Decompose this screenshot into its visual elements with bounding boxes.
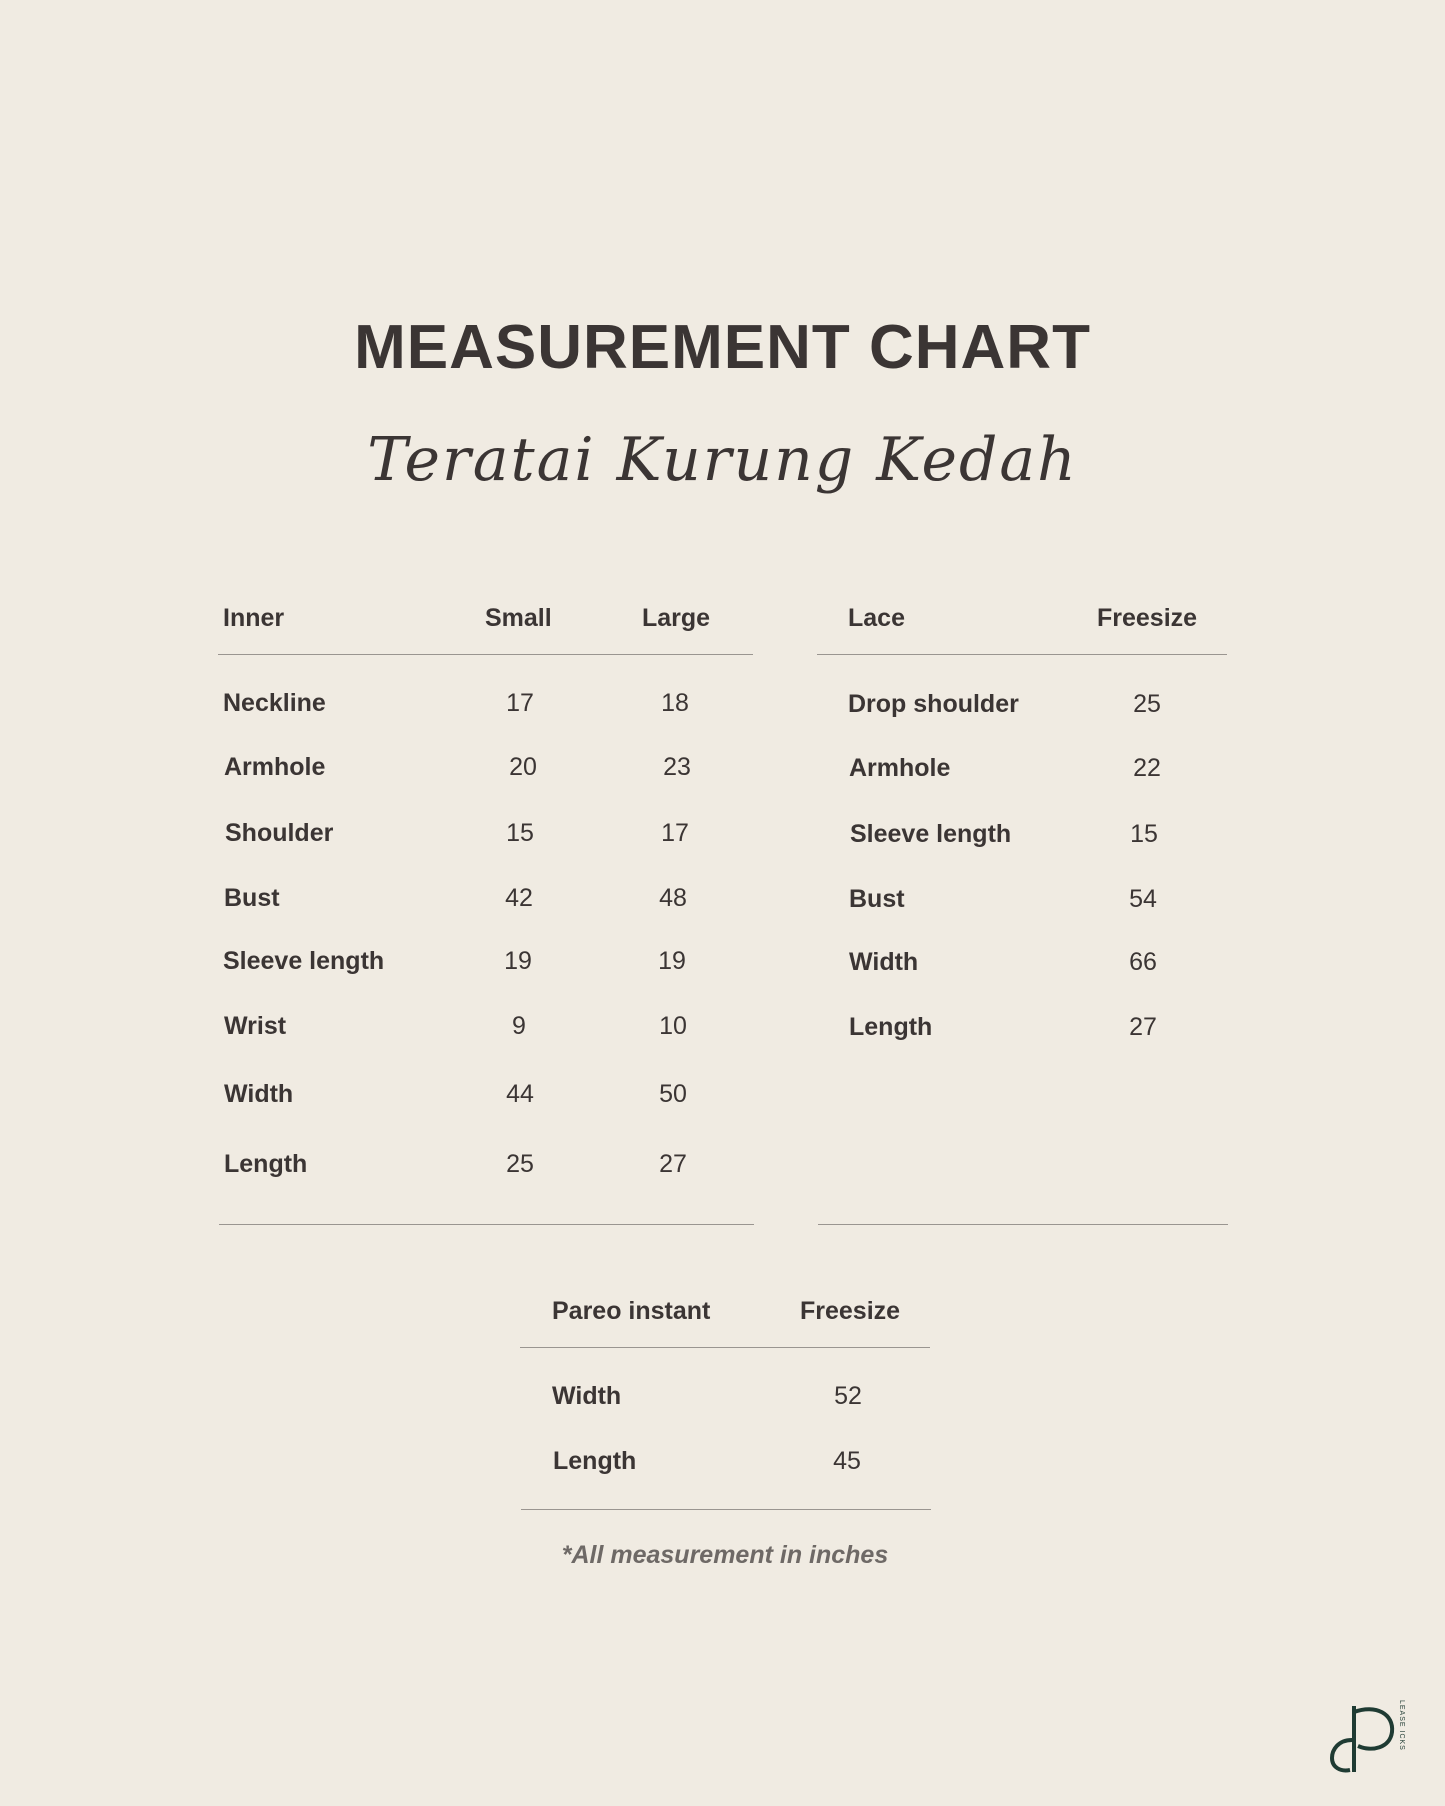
dp-monogram-logo-icon — [1318, 1688, 1408, 1778]
lace-row-freesize: 15 — [1130, 820, 1158, 848]
lace-row-label: Drop shoulder — [848, 690, 1019, 718]
inner-row-small: 19 — [504, 947, 532, 975]
inner-row-small: 20 — [509, 753, 537, 781]
lace-header-label: Lace — [848, 604, 905, 632]
lace-row-freesize: 25 — [1133, 690, 1161, 718]
inner-header-label: Inner — [223, 604, 285, 632]
page-title: MEASUREMENT CHART — [354, 313, 1091, 382]
inner-row-large: 48 — [659, 884, 687, 912]
inner-row-label: Bust — [224, 884, 280, 912]
lace-row-label: Width — [849, 948, 919, 976]
pareo-header-freesize: Freesize — [800, 1297, 901, 1325]
pareo-header-label: Pareo instant — [552, 1297, 711, 1325]
inner-row-label: Sleeve length — [223, 947, 385, 975]
inner-row-label: Shoulder — [225, 819, 334, 847]
pareo-row-label: Width — [552, 1382, 622, 1410]
inner-row-large: 19 — [658, 947, 686, 975]
lace-row-label: Armhole — [849, 754, 951, 782]
lace-row-freesize: 27 — [1129, 1013, 1157, 1041]
inner-row-large: 18 — [661, 689, 689, 717]
inner-footer-rule — [219, 1224, 754, 1225]
inner-row-small: 15 — [506, 819, 534, 847]
inner-row-label: Wrist — [224, 1012, 287, 1040]
pareo-row-freesize: 45 — [833, 1447, 861, 1475]
inner-row-large: 27 — [659, 1150, 687, 1178]
inner-row-label: Armhole — [224, 753, 326, 781]
lace-footer-rule — [818, 1224, 1228, 1225]
inner-row-small: 25 — [506, 1150, 534, 1178]
pareo-header-rule — [520, 1347, 930, 1348]
page-subtitle-script: Teratai Kurung Kedah — [367, 425, 1078, 495]
inner-row-label: Length — [224, 1150, 308, 1178]
inner-row-large: 17 — [661, 819, 689, 847]
pareo-row-freesize: 52 — [834, 1382, 862, 1410]
pareo-row-label: Length — [553, 1447, 637, 1475]
lace-row-label: Length — [849, 1013, 933, 1041]
inner-header-large: Large — [642, 604, 711, 632]
inner-row-large: 10 — [659, 1012, 687, 1040]
inner-header-small: Small — [485, 604, 552, 632]
lace-row-label: Sleeve length — [850, 820, 1012, 848]
inner-row-label: Neckline — [223, 689, 326, 717]
lace-row-freesize: 66 — [1129, 948, 1157, 976]
lace-row-freesize: 54 — [1129, 885, 1157, 913]
inner-row-small: 44 — [506, 1080, 534, 1108]
lace-row-freesize: 22 — [1133, 754, 1161, 782]
inner-row-small: 42 — [505, 884, 533, 912]
inner-row-small: 17 — [506, 689, 534, 717]
pareo-footer-rule — [521, 1509, 931, 1510]
lace-header-rule — [817, 654, 1227, 655]
logo-small-text: LEASE ICKS — [1398, 1700, 1405, 1751]
inner-row-large: 23 — [663, 753, 691, 781]
lace-row-label: Bust — [849, 885, 905, 913]
inner-row-large: 50 — [659, 1080, 687, 1108]
inner-header-rule — [218, 654, 753, 655]
measurement-note: *All measurement in inches — [561, 1541, 889, 1569]
lace-header-freesize: Freesize — [1097, 604, 1198, 632]
inner-row-label: Width — [224, 1080, 294, 1108]
inner-row-small: 9 — [512, 1012, 526, 1040]
